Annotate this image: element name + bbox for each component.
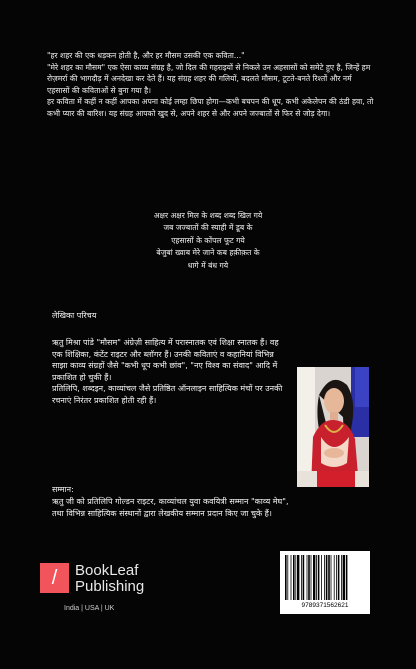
poem-line: बेजुबां ख्वाब मेरे जाने कब हक़ीक़त के	[156, 248, 260, 258]
isbn-number: 9789371562621	[301, 602, 349, 609]
barcode-bars	[284, 555, 366, 600]
poem-excerpt	[118, 210, 298, 272]
awards-text: ऋतु जी को प्रतिलिपि गोल्डन राइटर, काव्यांचल युवा कवयित्री सम्मान "काव्य मेघ", तथा विभिन्न साहित्यिक संस्थानों द्वारा लेखकीय सम्मान प्रदान किए जा चुके हैं।	[52, 497, 289, 518]
awards-heading: सम्मान:	[52, 485, 74, 494]
author-bio-paragraph: ऋतु मिश्रा पांडे "मौसम" अंग्रेज़ी साहित्य में परास्नातक एवं शिक्षा स्नातक हैं। वह एक शिक्षिका, कंटेंट राइटर और ब्लॉगर हैं। उनकी कविताएं व कहानियां विभिन्न साझा काव्य संग्रहों जैसे "कभी धूप कभी छांव", "नए विश्व का संवाद" आदि में प्रकाशित हो चुकी हैं।	[52, 338, 279, 382]
intro-text	[47, 50, 375, 120]
author-bio-heading: लेखिका परिचय	[52, 311, 97, 320]
poem-line: धागे में बंध गये	[187, 260, 229, 270]
author-bio-paragraph: प्रतिलिपि, शब्दइन, काव्यांचल जैसे प्रतिष्ठित ऑनलाइन साहित्यिक मंचों पर उनकी रचनाएं निरंतर प्रकाशित होती रही हैं।	[52, 384, 283, 405]
isbn-barcode	[280, 551, 370, 614]
intro-paragraph: हर कविता में कहीं न कहीं आपका अपना कोई लम्हा छिपा होगा—कभी बचपन की धूप, कभी अकेलेपन की ठंडी हवा, तो कभी प्यार की बारिश। यह संग्रह आपको खुद से, अपने शहर से और अपने जज्बातों से फिर से जोड़ देगा।	[47, 97, 374, 118]
poem-line: अक्षर अक्षर मिल के शब्द शब्द खिल गये	[153, 211, 263, 220]
intro-paragraph: "मेरे शहर का मौसम" एक ऐसा काव्य संग्रह है, जो दिल की गहराइयों से निकले उन अहसासों को समेटे हुए है, जिन्हें हम रोज़मर्रा की भागदौड़ में अनदेखा कर देते हैं। यह संग्रह शहर की गलियों, बदलते मौसम, टूटते-बनते रिश्तों और नर्म एहसासों की कविताओं से बुना गया है।	[47, 62, 371, 95]
author-bio	[52, 337, 284, 407]
author-photo	[297, 367, 369, 487]
publisher-countries: India | USA | UK	[64, 605, 115, 612]
poem-line: जब जज्बातों की स्याही में डूब के	[163, 223, 253, 233]
poem-line: एहसासों के कोंपल फूट गये	[171, 235, 245, 245]
publisher-logo-mark: /	[40, 563, 69, 593]
intro-tagline: "हर शहर की एक धड़कन होती है, और हर मौसम उसकी एक कविता..."	[47, 51, 245, 60]
publisher-name-line2: Publishing	[75, 578, 145, 595]
publisher-name-line1: BookLeaf	[75, 562, 139, 579]
